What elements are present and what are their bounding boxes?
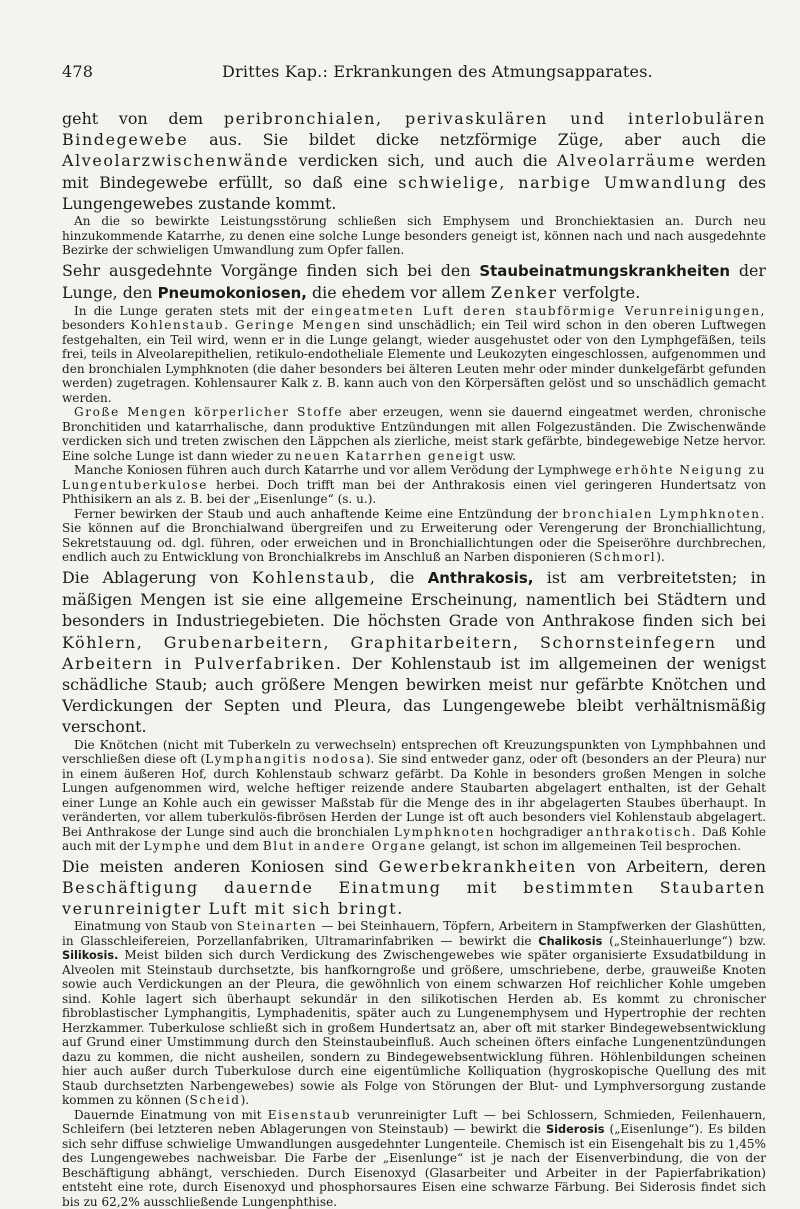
spaced-emphasis: Lymphe — [143, 839, 202, 854]
spaced-emphasis: bronchialen Lymphknoten. — [562, 506, 767, 521]
text-run: verfolgte. — [557, 282, 641, 302]
spaced-emphasis: andere Organe — [313, 839, 427, 854]
text-run: und dem — [201, 839, 263, 854]
running-title: Drittes Kap.: Erkrankungen des Atmungsapparates. — [222, 62, 653, 81]
body-paragraph — [62, 567, 766, 738]
text-run: Meist bilden sich durch Verdickung des Zwischengewebes wie später organisierte Exsudatbildung in Alveolen mit Steinstaub durchsetzte, bis hanfkorngroße und größere, umschriebene, derbe, grauweiße Knoten sowie auch Verdickungen an der Pleura, die gewöhnlich von einem schwarzen Hof reichlicher Kohle umgeben sind. Kohle lagert sich überhaupt sekundär in den silikotischen Herden ab. Es kommt zu chronischer fibroblastischer Lymphangitis, Lymphadenitis, später auch zu Lungenemphysem und Hypertrophie der rechten Herzkammer. Tuberkulose schließt sich in großem Hundertsatz an, aber oft mit starker Bindegewebsentwicklung auf Grund einer Umstimmung durch den Steinstaubeinfluß. Auch scheinen öfters einfache Lungenentzündungen dazu zu kommen, die nicht ausheilen, sondern zu Bindegewebsentwicklung führen. Höhlenbildungen scheinen hier auch außer durch Tuberkulose durch eine eigentümliche Kolliquation (hygroskopische Quellung des mit Staub durchsetzten Narbengewebes) sowie als Folge von Störungen der Blut- und Lymphversorgung zustande kommen zu können ( — [62, 948, 766, 1108]
small-print-paragraph — [62, 919, 766, 1108]
text-run: Der Kohlenstaub ist im allgemeinen der wenigst schädliche Staub; auch größere Mengen bewirken meist nur gefärbte Knötchen und Verdickungen der Septen und Pleura, das Lungengewebe bleibt verhältnismäßig verschont. — [62, 653, 766, 737]
spaced-emphasis: schwielige, narbige Umwandlung — [398, 172, 728, 192]
running-head — [62, 62, 766, 88]
bold-term: Pneumokoniosen, — [157, 283, 307, 302]
text-run: Daß Kohle auch mit der — [62, 824, 766, 854]
text-run: geht von dem — [62, 109, 224, 128]
text-run: Sie können auf die Bronchialwand übergreifen und zu Erweiterung oder Verengerung der Bronchiallichtung, Sekretstauung od. dgl. führen, oder erweichen und in Bronchiallichtungen oder die Speiseröhre durchbrechen, endlich auch zu Entwicklung von Bronchialkrebs im Anschluß an Narben disponieren ( — [62, 521, 766, 565]
text-run: verunreinigter Luft — bei Schlossern, Schmieden, Feilenhauern, Schleifern (bei letzteren neben Ablagerungen von Steinstaub) — bewirkt die — [62, 1107, 767, 1137]
text-run: ist am verbreitetsten; in mäßigen Mengen ist sie eine allgemeine Erscheinung, namentlich bei Städtern und besonders in Industriegebieten. Die höchsten Grade von Anthrakose finden sich bei — [62, 567, 766, 631]
bold-term: Siderosis — [546, 1122, 605, 1137]
text-run: Dauernde Einatmung von mit — [74, 1107, 268, 1122]
small-print-paragraph — [62, 214, 766, 258]
text-run: gelangt, ist schon im allgemeinen Teil besprochen. — [426, 839, 741, 854]
text-run: usw. — [485, 448, 516, 463]
spaced-emphasis: Geringe Mengen — [235, 318, 362, 333]
spaced-emphasis: Kohlenstaub, — [251, 567, 377, 587]
spaced-emphasis: Beschäftigung dauernde Einatmung mit bestimmten Staubarten verunreinigter Luft mit sich bringt. — [62, 877, 766, 918]
spaced-emphasis: peribronchialen, perivaskulären und interlobulären Bindegewebe — [62, 109, 766, 150]
text-run: die ehedem vor allem — [306, 282, 491, 302]
text-run: Die Knötchen (nicht mit Tuberkeln zu verwechseln) entsprechen oft Kreuzungspunkten von Lymphbahnen und verschließen diese oft ( — [62, 737, 766, 767]
text-run: Sehr ausgedehnte Vorgänge finden sich bei den — [62, 260, 480, 280]
text-run: In die Lunge geraten stets mit der — [74, 303, 312, 318]
spaced-emphasis: anthrakotisch. — [586, 824, 698, 839]
spaced-emphasis: neuen Katarrhen geneigt — [294, 448, 486, 463]
small-print-paragraph — [62, 1108, 766, 1209]
text-run: Manche Koniosen führen auch durch Katarrhe und vor allem Verödung der Lymphwege — [74, 463, 616, 478]
spaced-emphasis: Zenker — [490, 282, 558, 302]
text-run: und — [716, 632, 766, 652]
spaced-emphasis: Alveolarzwischenwände — [62, 151, 290, 171]
text-run: werden mit Bindegewebe erfüllt, so daß eine — [62, 151, 766, 192]
spaced-emphasis: Steinarten — [236, 919, 318, 934]
text-run: Die Ablagerung von — [62, 567, 252, 587]
spaced-emphasis: erhöhte Neigung zu Lungentuberkulose — [62, 463, 766, 492]
small-print-paragraph — [62, 463, 766, 507]
text-run: der Lunge, den — [62, 260, 766, 302]
bold-term: Chalikosis — [538, 933, 603, 948]
text-run: An die so bewirkte Leistungsstörung schließen sich Emphysem und Bronchiektasien an. Durch neu hinzukommende Katarrhe, zu denen eine solche Lunge besonders geneigt ist, können nach und nach ausgedehnte Bezirke der schwieligen Umwandlung zum Opfer fallen. — [62, 214, 766, 258]
text-run: hochgradiger — [495, 824, 587, 839]
spaced-emphasis: Große Mengen körperlicher Stoffe — [74, 405, 344, 420]
body-paragraph — [62, 856, 766, 920]
body-paragraph — [62, 108, 766, 214]
spaced-emphasis: Scheid — [189, 1093, 241, 1108]
text-run: Die meisten anderen Koniosen sind — [62, 856, 379, 876]
bold-term: Silikosis. — [62, 948, 119, 963]
bold-term: Anthrakosis, — [427, 568, 534, 587]
text-run: besonders — [62, 318, 131, 333]
text-run: sind unschädlich; ein Teil wird schon in den oberen Luftwegen festgehalten, ein Teil wird, wenn er in die Lunge gelangt, wieder ausgehustet oder von den Lymphgefäßen, teils frei, teils in Alveolarepithelien, retikulo-endotheliale Elemente und Leukozyten eingeschlossen, aufgenommen und den bronchialen Lymphknoten (die daher besonders bei älteren Leuten mehr oder minder dunkelgefärbt gefunden werden) zugetragen. Kohlensaurer Kalk z. B. kann auch von den Körpersäften gelöst und so unschädlich gemacht werden. — [62, 318, 766, 405]
text-run: („Steinhauerlunge“) bzw. — [602, 933, 766, 948]
spaced-emphasis: Schmorl — [594, 550, 657, 565]
text-run: in — [294, 839, 314, 854]
text-run: des Lungengewebes zustande kommt. — [62, 172, 766, 213]
text-run: die — [376, 567, 428, 587]
spaced-emphasis: Eisenstaub — [267, 1107, 352, 1122]
text-run: — bei Steinhauern, Töpfern, Arbeitern in Stampfwerken der Glashütten, in Glasschleifereien, Porzellanfabriken, Ultramarinfabriken — bewirkt die — [62, 919, 766, 948]
text-run: Ferner bewirken der Staub und auch anhaftende Keime eine Entzündung der — [74, 506, 563, 521]
text-run: („Eisenlunge“). Es bilden sich sehr diffuse schwielige Umwandlungen ausgedehnter Lungenteile. Chemisch ist ein Eisengehalt bis zu 1,45% des Lungengewebes nachweisbar. Die Farbe der „Eisenlunge“ ist je nach der Eisenverbindung, die von der Beschäftigung abhängt, verschieden. Durch Eisenoxyd (Glasarbeiter und Arbeiter in der Papierfabrikation) entsteht eine rote, durch Eisenoxyd und phosphorsaures Eisen eine schwarze Färbung. Bei Siderosis findet sich bis zu 62,2% ausschließende Lungenphthise. — [62, 1122, 767, 1209]
small-print-paragraph — [62, 405, 766, 463]
spaced-emphasis: Lymphknoten — [393, 824, 496, 839]
spaced-emphasis: Blut — [262, 839, 295, 854]
text-run: herbei. Doch trifft man bei der Anthrakosis einen viel geringeren Hundertsatz von Phthisikern an als z. B. bei der „Eisenlunge“ (s. u.). — [62, 477, 766, 507]
text-run: ). — [656, 550, 665, 565]
spaced-emphasis: Alveolarräume — [556, 151, 697, 171]
text-run: aus. Sie bildet dicke netzförmige Züge, aber auch die — [188, 130, 766, 150]
page-number: 478 — [62, 62, 94, 81]
body-paragraph — [62, 260, 766, 304]
text-run: verdicken sich, und auch die — [289, 151, 557, 171]
small-print-paragraph — [62, 507, 766, 565]
small-print-paragraph — [62, 304, 766, 406]
small-print-paragraph — [62, 738, 766, 854]
spaced-emphasis: eingeatmeten Luft deren staubförmige Verunreinigungen, — [311, 303, 766, 318]
spaced-emphasis: Gewerbekrankheiten — [378, 856, 577, 876]
bold-term: Staubeinatmungskrankheiten — [479, 261, 730, 280]
spaced-emphasis: Lymphangitis nodosa — [205, 752, 366, 767]
text-run: ). — [240, 1093, 250, 1108]
spaced-emphasis: Kohlenstaub. — [130, 318, 230, 333]
text-run: aber erzeugen, wenn sie dauernd eingeatmet werden, chronische Bronchitiden und katarrhalische, dann produktive Entzündungen mit allen Folgezuständen. Die Zwischenwände verdicken sich und treten zwischen den Läppchen als zierliche, meist stark gefärbte, bindegewebige Netze hervor. Eine solche Lunge ist dann wieder zu — [62, 405, 766, 463]
spaced-emphasis: Arbeitern in Pulverfabriken. — [62, 653, 343, 673]
text-run: Einatmung von Staub von — [74, 919, 237, 934]
body-text — [62, 108, 766, 1209]
text-run: von Arbeitern, deren — [576, 856, 766, 876]
text-run: ). Sie sind entweder ganz, oder oft (besonders an der Pleura) nur in einem äußeren Hof, durch Kohlenstaub schwarz gefärbt. Da Kohle in besonders großen Mengen in solche Lungen aufgenommen wird, welche heftiger reizende andere Staubarten abgelagert enthalten, ist der Gehalt einer Lunge an Kohle auch ein gewisser Maßstab für die Menge des in ihr abgelagerten Staubes überhaupt. In veränderten, vor allem tuberkulös-fibrösen Herden der Lunge ist oft auch besonders viel Kohlenstaub abgelagert. Bei Anthrakose der Lunge sind auch die bronchialen — [62, 752, 766, 839]
spaced-emphasis: Köhlern, Grubenarbeitern, Graphitarbeitern, Schornsteinfegern — [62, 632, 717, 652]
